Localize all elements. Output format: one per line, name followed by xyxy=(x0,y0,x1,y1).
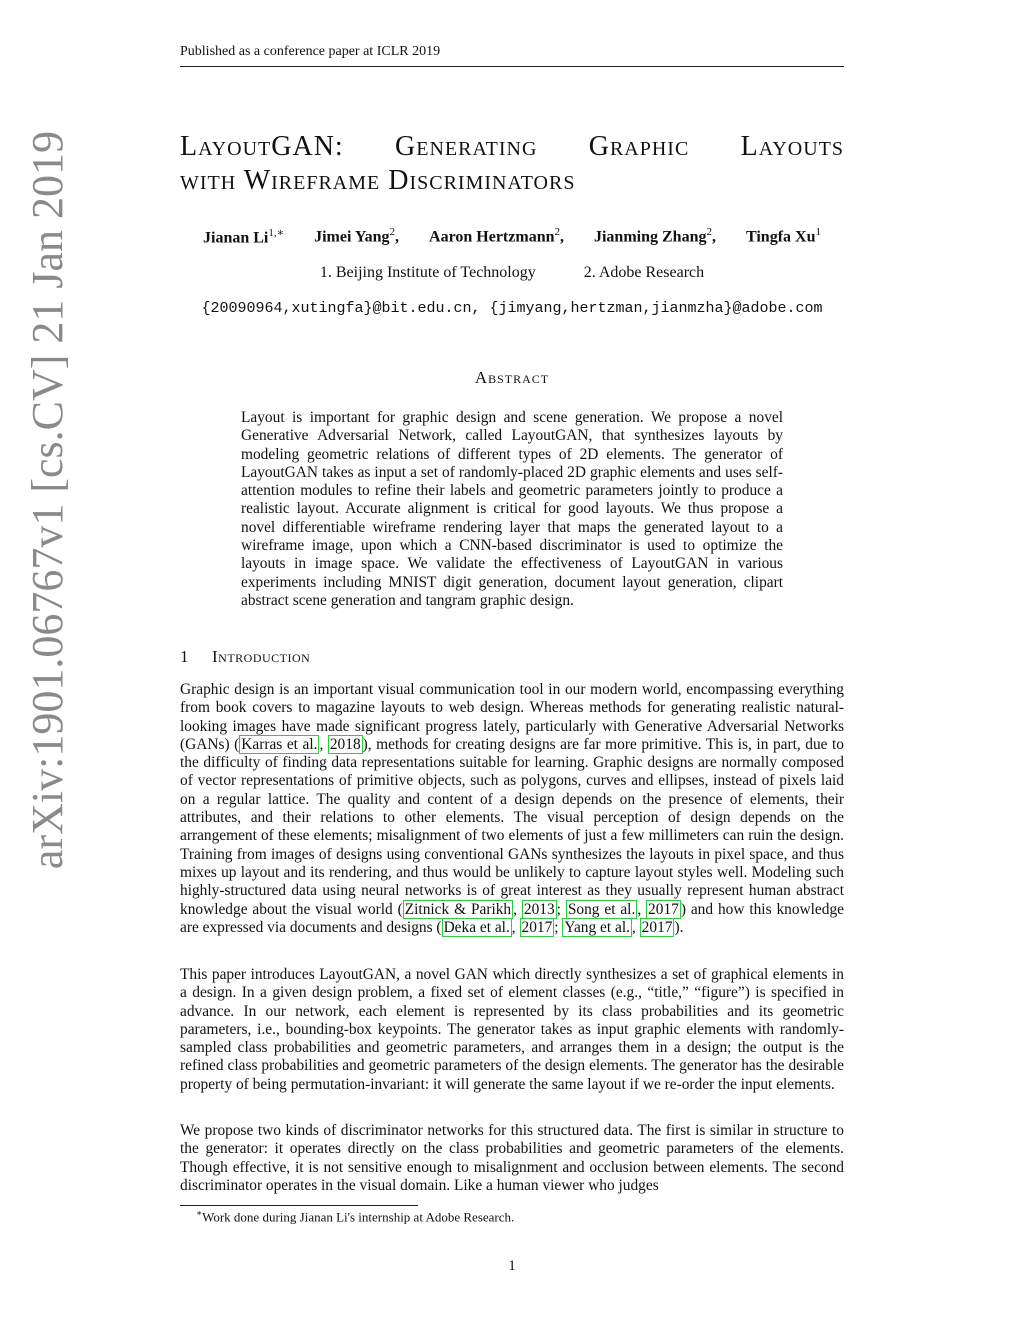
author: Tingfa Xu$^1$ xyxy=(745,226,821,246)
author-emails: {20090964,xutingfa}@bit.edu.cn, {jimyang,hertzman,jianmzha}@adobe.com xyxy=(201,300,823,317)
author-mark: 2 xyxy=(389,226,396,238)
citation-link[interactable]: 2013 xyxy=(523,900,555,918)
author-mark: 1 xyxy=(815,226,821,238)
citation-link[interactable]: 2017 xyxy=(521,918,553,936)
title-word: Graphic xyxy=(588,131,690,162)
abstract-heading: Abstract xyxy=(474,368,550,387)
title-line-1 xyxy=(180,130,844,164)
section-title: Introduction xyxy=(212,647,311,666)
section-number: 1 xyxy=(180,647,189,666)
citation-link[interactable]: 2017 xyxy=(641,918,673,936)
citation-link[interactable]: 2017 xyxy=(648,900,679,918)
title-word: LayoutGAN: xyxy=(180,131,344,162)
title-line-2: with Wireframe Discriminators xyxy=(180,165,576,196)
author: Jimei Yang$^2$, xyxy=(314,226,400,246)
title-word: Layouts xyxy=(740,131,844,162)
author-list xyxy=(180,226,844,247)
citation-link[interactable]: Karras et al. xyxy=(241,735,318,753)
running-head: Published as a conference paper at ICLR 2019 xyxy=(180,44,844,67)
footnote xyxy=(196,1208,836,1225)
citation-link[interactable]: Deka et al. xyxy=(443,918,510,936)
page-number: 1 xyxy=(508,1258,516,1274)
citation-link[interactable]: Song et al. xyxy=(567,900,636,918)
intro-paragraph-3: We propose two kinds of discriminator networks for this structured data. The first is similar in structure to the generator: it operates directly on the class probabilities and geometric parameters of the elements. Though effective, it is not sensitive enough to misalignment and occlusion between elements. The second discriminator operates in the visual domain. Like a human viewer who judges xyxy=(180,1122,844,1194)
arxiv-identifier: arXiv:1901.06767v1 [cs.CV] 21 Jan 2019 xyxy=(23,130,72,870)
author-mark: 2 xyxy=(554,226,560,238)
footnote-divider xyxy=(180,1205,418,1206)
affiliations xyxy=(180,264,844,282)
title-word: Generating xyxy=(395,131,538,162)
abstract-text: Layout is important for graphic design and scene generation. We propose a novel Generative Adversarial Network, called LayoutGAN, that synthesizes layouts by modeling geometric relations of different types of 2D elements. The generator of LayoutGAN takes as input a set of randomly-placed 2D graphic elements and uses self-attention modules to refine their labels and geometric parameters jointly to produce a realistic layout. Accurate alignment is critical for good layouts. We thus propose a novel differentiable wireframe rendering layer that maps the generated layout to a wireframe image, upon which a CNN-based discriminator is used to optimize the layouts in image space. We validate the effectiveness of LayoutGAN in various experiments including MNIST digit generation, document layout generation, clipart abstract scene generation and tangram graphic design. xyxy=(241,409,783,609)
intro-paragraph-1: Graphic design is an important visual communication tool in our modern world, encompassing everything from book covers to magazine layouts to web design. Whereas methods for generating realistic natural-looking images have made significant progress lately, particularly with Generative Adversarial Networks (GANs) ( Karras et al. , 2018 ), methods for creating designs are far more primitive. This is, in part, due to the difficulty of finding data representations suitable for learning. Graphic designs are normally composed of vector representations of primitive objects, such as polygons, curves and ellipses, instead of pixels laid on a regular lattice. The quality and content of a design depends on the presence of elements, their attributes, and their relations to other elements. The visual perception of design depends on the arrangement of these elements; misalignment of two elements of just a few millimeters can ruin the design. Training from images of designs using conventional GANs synthesizes the layouts in pixel space, and thus mixes up layout and its rendering, and thus would be unlikely to capture layout styles well. Modeling such highly-structured data using neural networks is of great interest as they usually represent human abstract knowledge about the visual world ( Zitnick & Parikh , 2013 ; Song et al. , 2017 ) and how this knowledge are expressed via documents and designs ( Deka et al. , 2017 ; Yang et al. , 2017 ). xyxy=(180,681,845,936)
author: Jianan $Li^{1,∗}$ xyxy=(203,227,285,247)
section-heading xyxy=(180,647,844,667)
author: Jianming Zhang$^2$, xyxy=(593,226,716,246)
footnote-text: Work done during Jianan Li's internship at Adobe Research. xyxy=(202,1209,515,1225)
citation-link[interactable]: 2018 xyxy=(329,735,361,753)
author-mark: 1,∗ xyxy=(268,227,285,239)
citation-link[interactable]: Yang et al. xyxy=(564,918,630,936)
affiliation: 1. Beijing Institute of Technology xyxy=(319,264,536,281)
author: Aaron Hertzmann$^2$, xyxy=(429,226,564,246)
citation-link[interactable]: Zitnick & Parikh xyxy=(404,900,512,918)
paper-title xyxy=(180,130,844,198)
author-mark: 2 xyxy=(706,226,712,238)
footnote-mark: ∗ xyxy=(196,1208,203,1218)
intro-paragraph-2: This paper introduces LayoutGAN, a novel GAN which directly synthesizes a set of graphical elements in a design. In a given design problem, a fixed set of element classes (e.g., “title,” “figure”) is specified in advance. In our network, each element is represented by its class probabilities and its geometric parameters, i.e., bounding-box keypoints. The generator takes as input graphic elements with randomly-sampled class probabilities and geometric parameters, and arranges them in a design; the output is the refined class probabilities and geometric parameters of the design elements. The generator has the desirable property of being permutation-invariant: it will generate the same layout if we re-order the input elements. xyxy=(180,966,844,1093)
affiliation: 2. Adobe Research xyxy=(583,264,705,281)
